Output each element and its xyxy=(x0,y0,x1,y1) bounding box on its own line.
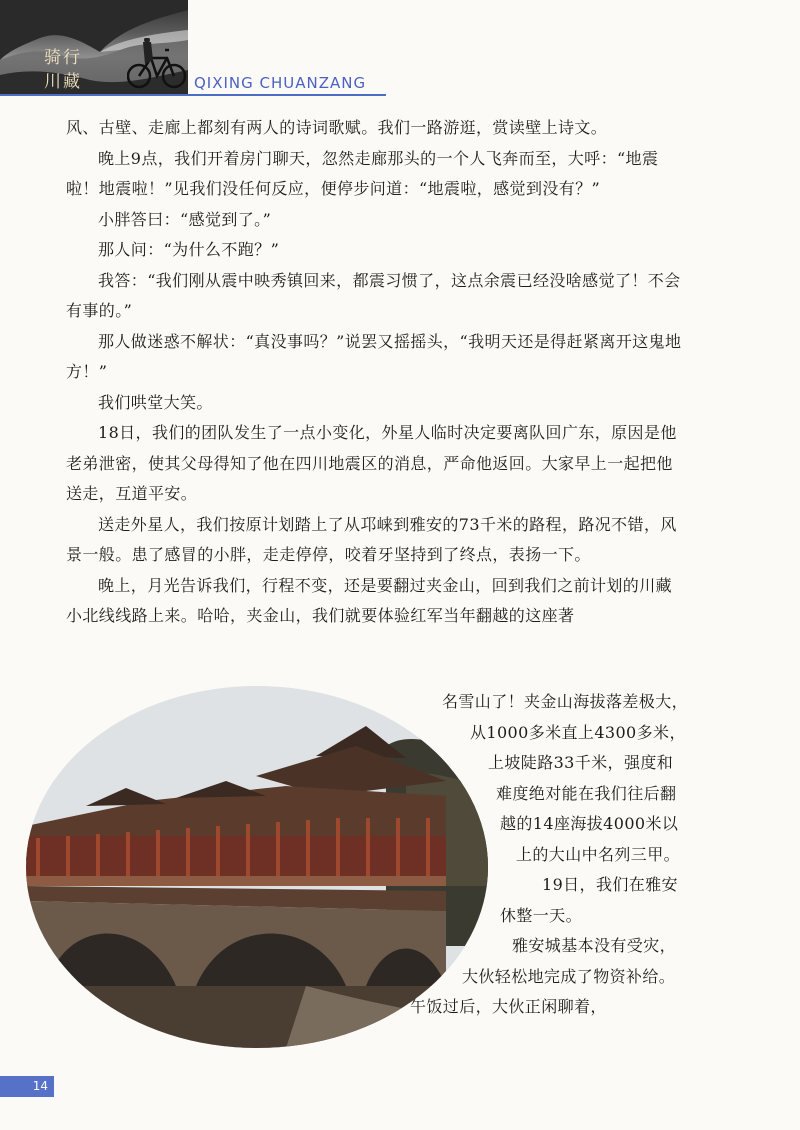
paragraph: 晚上，月光告诉我们，行程不变，还是要翻过夹金山，回到我们之前计划的川藏小北线线路上来。哈哈，夹金山，我们就要体验红军当年翻越的这座著 xyxy=(66,575,673,625)
page-number: 14 xyxy=(0,1076,54,1097)
paragraph: 小胖答曰：“感觉到了。” xyxy=(98,209,272,229)
paragraph: 我们哄堂大笑。 xyxy=(98,392,213,412)
paragraph: 那人做迷惑不解状：“真没事吗？”说罢又摇摇头，“我明天还是得赶紧离开这鬼地方！” xyxy=(66,331,682,381)
header-subtitle: QIXING CHUANZANG xyxy=(194,74,367,92)
paragraph: 18日，我们的团队发生了一点小变化，外星人临时决定要离队回广东，原因是他老弟泄密，使其父母得知了他在四川地震区的消息，严命他返回。大家早上一起把他送走，互道平安。 xyxy=(66,423,677,503)
paragraph: 送走外星人，我们按原计划踏上了从邛崃到雅安的73千米的路程，路况不错，风景一般。患了感冒的小胖，走走停停，咬着牙坚持到了终点，表扬一下。 xyxy=(66,514,677,564)
paragraph: 风、古壁、走廊上都刻有两人的诗词歌赋。我们一路游逛，赏读壁上诗文。 xyxy=(66,118,608,137)
section-title-line1: 骑行 xyxy=(44,48,82,68)
paragraph: 晚上9点，我们开着房门聊天，忽然走廊那头的一个人飞奔而至，大呼：“地震啦！地震啦！”见我们没任何反应，便停步问道：“地震啦，感觉到没有？” xyxy=(66,148,659,198)
covered-bridge-photo xyxy=(26,686,488,1048)
paragraph: 那人问：“为什么不跑？” xyxy=(98,240,280,259)
section-title xyxy=(44,46,84,94)
header-rule xyxy=(0,94,386,96)
cyclist-bike-icon xyxy=(127,38,187,90)
paragraph: 名雪山了！夹金山海拔落差极大，从1000多米直上4300多米，上坡陡路33千米，强度和难度绝对能在我们往后翻越的14座海拔4000米以上的大山中名列三甲。 xyxy=(442,692,689,864)
paragraph: 我答：“我们刚从震中映秀镇回来，都震习惯了，这点余震已经没啥感觉了！不会有事的。” xyxy=(66,270,681,320)
article-body xyxy=(66,113,688,632)
paragraph: 雅安城基本没有受灾，大伙轻松地完成了物资补给。午饭过后，大伙正闲聊着， xyxy=(410,936,677,1016)
covered-bridge-illustration xyxy=(26,686,488,1048)
paragraph: 19日，我们在雅安休整一天。 xyxy=(500,875,678,925)
section-title-line2: 川藏 xyxy=(44,72,82,92)
